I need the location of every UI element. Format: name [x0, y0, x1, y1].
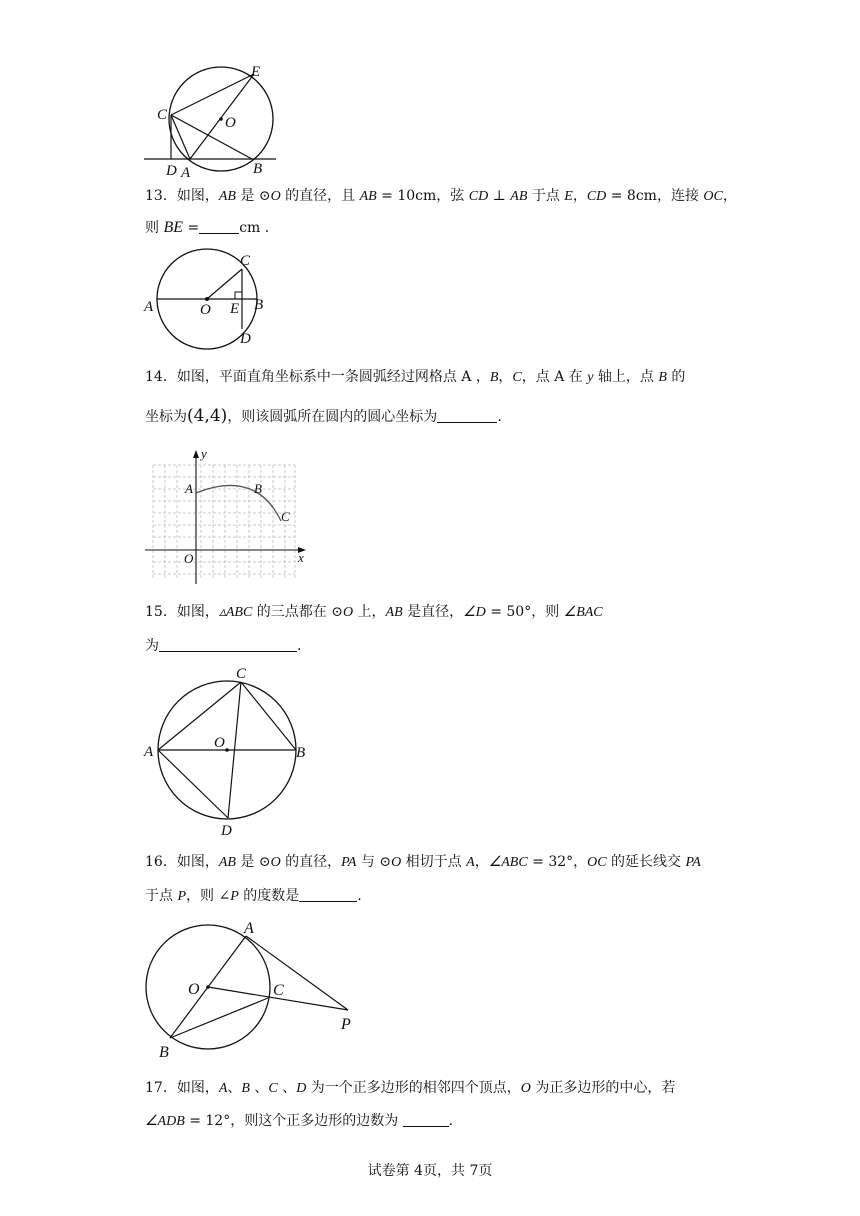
question-15-line2: 为 . [145, 638, 302, 654]
label-C: C [236, 666, 247, 682]
label-y: y [201, 446, 207, 461]
label-E: E [251, 64, 261, 80]
label-C: C [240, 253, 251, 269]
figure-q12 [140, 60, 290, 180]
label-E: E [230, 301, 240, 317]
label-A: A [144, 299, 154, 315]
label-A: A [185, 481, 193, 496]
label-P: P [341, 1016, 351, 1033]
label-C: C [273, 982, 284, 999]
page-footer: 试卷第 4页，共 7页 [367, 1163, 493, 1179]
label-O: O [184, 551, 194, 566]
label-A: A [244, 920, 254, 937]
question-13-line2: 则 BE = cm . [145, 219, 270, 236]
question-17-line1: 17．如图，A、B 、C 、D 为一个正多边形的相邻四个顶点，O 为正多边形的中心，若 [145, 1080, 676, 1096]
question-14-line2: 坐标为(4,4)，则该圆弧所在圆内的圆心坐标为 . [145, 406, 502, 426]
label-B: B [254, 297, 264, 313]
label-A: A [144, 744, 154, 760]
label-x: x [298, 550, 304, 565]
question-13-line1: 13．如图，AB 是 ⊙O 的直径，且 AB = 10cm，弦 CD ⊥ AB 于点 E，CD = 8cm，连接 OC， [145, 188, 737, 204]
label-B: B [253, 161, 263, 177]
label-D: D [221, 823, 232, 839]
figure-q15 [140, 662, 315, 842]
answer-blank-13[interactable] [199, 219, 239, 234]
label-O: O [200, 302, 211, 318]
figure-q14 [140, 444, 315, 589]
label-D: D [166, 163, 177, 179]
label-B: B [159, 1044, 169, 1061]
label-O: O [225, 115, 236, 131]
label-C: C [281, 509, 290, 524]
figure-q16 [140, 914, 370, 1064]
label-O: O [188, 981, 200, 998]
question-17-line2: ∠ADB = 12°，则这个正多边形的边数为 . [145, 1113, 454, 1129]
answer-blank-16[interactable] [299, 887, 357, 902]
label-D: D [240, 331, 251, 347]
label-A: A [181, 165, 191, 181]
label-B: B [296, 745, 306, 761]
label-C: C [157, 107, 168, 123]
answer-blank-14[interactable] [437, 408, 497, 423]
question-16-line1: 16．如图，AB 是 ⊙O 的直径，PA 与 ⊙O 相切于点 A，∠ABC = 32°，OC 的延长线交 PA [145, 854, 701, 870]
label-B: B [254, 481, 262, 496]
question-14-line1: 14．如图，平面直角坐标系中一条圆弧经过网格点 A ，B，C，点 A 在 y 轴上，点 B 的 [145, 369, 686, 385]
question-16-line2: 于点 P，则 ∠P 的度数是 . [145, 888, 362, 904]
answer-blank-17[interactable] [403, 1112, 449, 1127]
question-15-line1: 15．如图，▵ABC 的三点都在 ⊙O 上，AB 是直径，∠D = 50°，则 ∠BAC [145, 604, 603, 620]
label-O: O [214, 735, 225, 751]
figure-q13 [140, 248, 280, 348]
answer-blank-15[interactable] [159, 637, 297, 652]
